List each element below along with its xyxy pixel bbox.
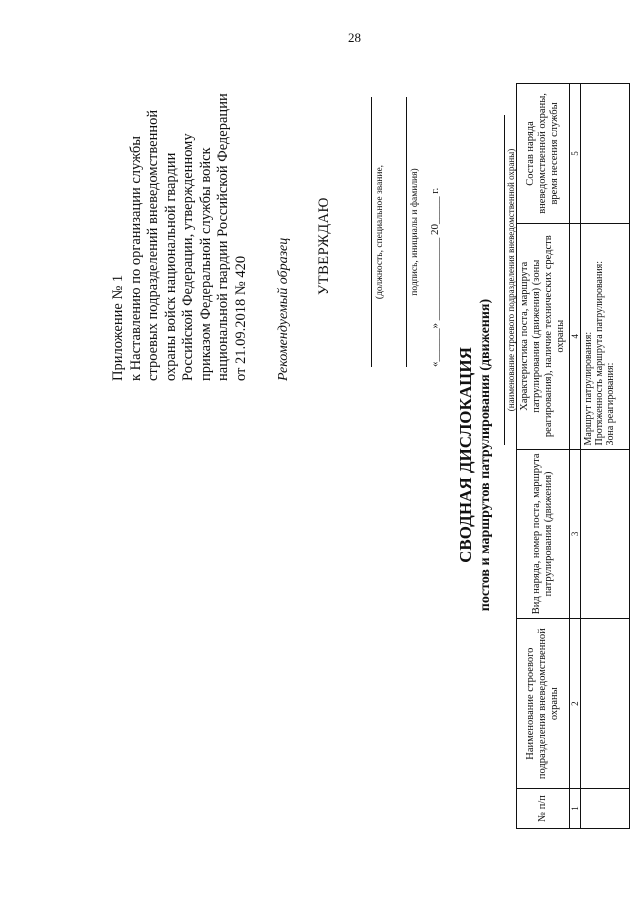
column-number: 4 xyxy=(570,223,581,449)
date-year: 20 xyxy=(429,224,441,235)
date-suffix: г. xyxy=(429,187,441,194)
table-cell xyxy=(581,84,630,224)
appendix-line: от 21.09.2018 № 420 xyxy=(232,255,249,381)
column-number: 3 xyxy=(570,449,581,619)
appendix-line: Приложение № 1 xyxy=(110,274,126,381)
table-header-row xyxy=(517,84,570,829)
column-number: 1 xyxy=(570,789,581,829)
appendix-block xyxy=(110,91,250,381)
appendix-line: национальной гвардии Российской Федерации xyxy=(215,93,231,381)
page-number: 28 xyxy=(348,30,361,45)
route-detail: Маршрут патрулирования: xyxy=(583,331,594,446)
header-cell: Состав наряда вневедомственной охраны, время несения службы xyxy=(517,84,570,224)
dislocation-table xyxy=(516,83,630,829)
table-row xyxy=(581,84,630,829)
caption-signature: подпись, инициалы и фамилия) xyxy=(410,168,420,296)
approval-date: «______» _______________ 20_____ г. xyxy=(429,187,441,367)
document-subtitle: постов и маршрутов патрулирования (движения) xyxy=(478,298,493,612)
appendix-line: приказом Федеральной службы войск xyxy=(197,147,214,381)
route-details-cell xyxy=(581,223,630,449)
signature-line-position xyxy=(371,97,372,367)
date-open-quote: « xyxy=(429,361,441,367)
header-cell: Характеристика поста, маршрута патрулирования (движения) (зоны реагирования), наличие технических средств охраны xyxy=(517,223,570,449)
unit-name-caption: (наименование строевого подразделения вневедомственной охраны) xyxy=(506,148,516,412)
table-cell xyxy=(581,449,630,619)
appendix-line: строевых подразделений вневедомственной xyxy=(145,109,161,381)
sample-label: Рекомендуемый образец xyxy=(276,237,291,381)
header-cell: Наименование строевого подразделения вневедомственной охраны xyxy=(517,619,570,789)
header-cell: Вид наряда, номер поста, маршрута патрулирования (движения) xyxy=(517,449,570,619)
rotated-document xyxy=(46,65,616,845)
column-number-row xyxy=(570,84,581,829)
appendix-line: Российской Федерации, утвержденному xyxy=(180,133,196,381)
appendix-line: к Наставлению по организации службы xyxy=(127,135,144,381)
table-cell xyxy=(581,619,630,789)
appendix-line: охраны войск национальной гвардии xyxy=(162,152,179,381)
approval-title: УТВЕРЖДАЮ xyxy=(316,197,332,295)
route-detail: Протяженность маршрута патрулирования: xyxy=(594,260,605,446)
column-number: 5 xyxy=(570,84,581,224)
table-cell xyxy=(581,789,630,829)
caption-position: (должность, специальное звание, xyxy=(375,164,385,300)
date-close-quote: » xyxy=(429,323,441,329)
signature-line-name xyxy=(406,97,407,367)
header-cell: № п/п xyxy=(517,789,570,829)
column-number: 2 xyxy=(570,619,581,789)
route-detail: Зона реагирования: xyxy=(605,362,616,446)
document-title: СВОДНАЯ ДИСЛОКАЦИЯ xyxy=(456,347,475,563)
unit-name-line xyxy=(504,115,505,445)
